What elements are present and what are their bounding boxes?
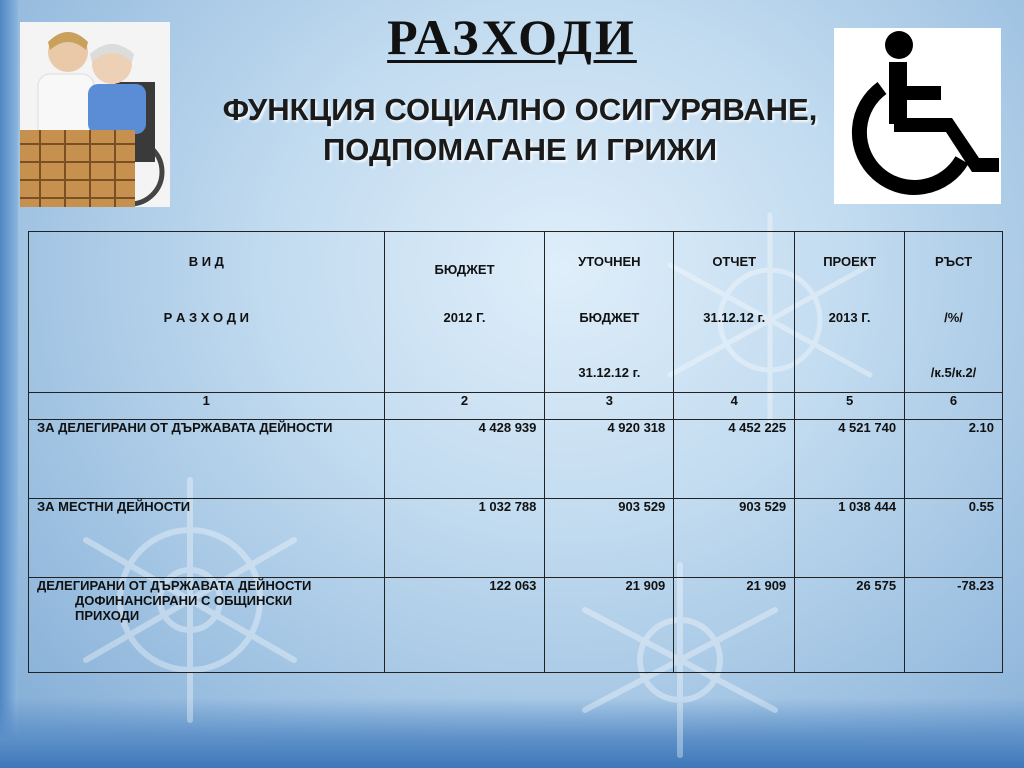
header-type: В И Д Р А З Х О Д И [29, 232, 385, 393]
subtitle-line-1: ФУНКЦИЯ СОЦИАЛНО ОСИГУРЯВАНЕ, [222, 92, 818, 127]
page-subtitle [150, 90, 890, 170]
wheelchair-icon [834, 28, 1001, 204]
cell-growth: 2.10 [905, 420, 1003, 499]
table-header-row [29, 232, 1003, 393]
subtitle-line-2: ПОДПОМАГАНЕ И ГРИЖИ [322, 132, 718, 167]
expenses-table [28, 231, 1003, 673]
table-row [29, 499, 1003, 578]
table-row [29, 420, 1003, 499]
column-number: 3 [545, 393, 674, 420]
cell-budget: 4 428 939 [384, 420, 545, 499]
header-revised-budget: УТОЧНЕН БЮДЖЕТ 31.12.12 г. [545, 232, 674, 393]
cell-revised: 903 529 [545, 499, 674, 578]
cell-growth: 0.55 [905, 499, 1003, 578]
row-label: ДЕЛЕГИРАНИ ОТ ДЪРЖАВАТА ДЕЙНОСТИ ДОФИНАНСИРАНИ С ОБЩИНСКИ ПРИХОДИ [29, 578, 385, 673]
cell-project: 1 038 444 [795, 499, 905, 578]
table-row [29, 578, 1003, 673]
header-report: ОТЧЕТ 31.12.12 г. [674, 232, 795, 393]
cell-project: 4 521 740 [795, 420, 905, 499]
row-label: ЗА МЕСТНИ ДЕЙНОСТИ [29, 499, 385, 578]
cell-revised: 4 920 318 [545, 420, 674, 499]
background-left-band [0, 0, 18, 768]
column-number: 6 [905, 393, 1003, 420]
cell-report: 903 529 [674, 499, 795, 578]
column-number: 4 [674, 393, 795, 420]
column-number: 5 [795, 393, 905, 420]
elderly-care-photo [20, 22, 170, 207]
header-growth: РЪСТ /%/ /к.5/к.2/ [905, 232, 1003, 393]
header-budget-2012: БЮДЖЕТ 2012 Г. [384, 232, 545, 393]
cell-budget: 122 063 [384, 578, 545, 673]
cell-report: 21 909 [674, 578, 795, 673]
column-number: 2 [384, 393, 545, 420]
row-label: ЗА ДЕЛЕГИРАНИ ОТ ДЪРЖАВАТА ДЕЙНОСТИ [29, 420, 385, 499]
header-project-2013: ПРОЕКТ 2013 Г. [795, 232, 905, 393]
cell-revised: 21 909 [545, 578, 674, 673]
cell-growth: -78.23 [905, 578, 1003, 673]
cell-project: 26 575 [795, 578, 905, 673]
page-title: РАЗХОДИ [387, 9, 637, 65]
cell-report: 4 452 225 [674, 420, 795, 499]
column-number: 1 [29, 393, 385, 420]
column-number-row [29, 393, 1003, 420]
cell-budget: 1 032 788 [384, 499, 545, 578]
